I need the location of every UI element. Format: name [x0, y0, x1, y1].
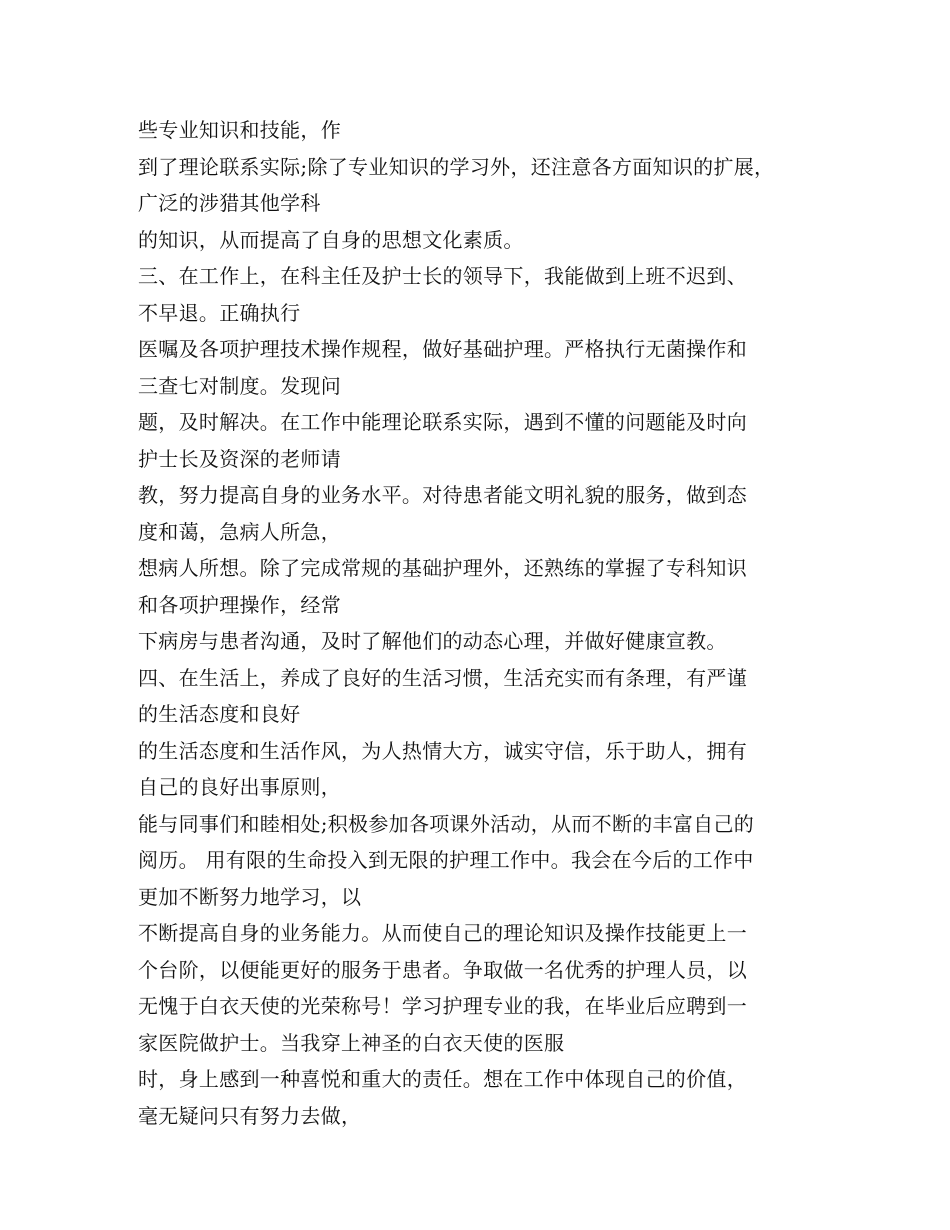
- text-line: 家医院做护士。当我穿上神圣的白衣天使的医服: [138, 1030, 565, 1055]
- text-line: 自己的良好出事原则，: [138, 775, 341, 799]
- text-line: 的知识，从而提高了自身的思想文化素质。: [138, 227, 524, 252]
- text-line: 教，努力提高自身的业务水平。对待患者能文明礼貌的服务，做到态: [138, 483, 747, 507]
- body-text: [138, 112, 828, 1134]
- text-line: 题，及时解决。在工作中能理论联系实际，遇到不懂的问题能及时向: [138, 410, 747, 434]
- text-line: 到了理论联系实际;除了专业知识的学习外，还注意各方面知识的扩展，: [138, 154, 775, 179]
- text-line: 三、在工作上，在科主任及护士长的领导下，我能做到上班不迟到、: [138, 264, 747, 288]
- text-line: 不早退。正确执行: [138, 300, 301, 325]
- text-line: 阅历。 用有限的生命投入到无限的护理工作中。我会在今后的工作中: [138, 848, 754, 872]
- text-line: 下病房与患者沟通，及时了解他们的动态心理，并做好健康宣教。: [138, 629, 727, 653]
- text-line: 度和蔼，急病人所急，: [138, 519, 341, 544]
- text-line: 和各项护理操作，经常: [138, 592, 341, 617]
- text-line: 更加不断努力地学习，以: [138, 884, 362, 909]
- text-line: 医嘱及各项护理技术操作规程，做好基础护理。严格执行无菌操作和: [138, 337, 747, 361]
- text-line: 毫无疑问只有努力去做，: [138, 1103, 362, 1128]
- text-line: 广泛的涉猎其他学科: [138, 191, 321, 215]
- text-line: 四、在生活上，养成了良好的生活习惯，生活充实而有条理，有严谨: [138, 665, 747, 690]
- text-line: 想病人所想。除了完成常规的基础护理外，还熟练的掌握了专科知识: [138, 556, 747, 580]
- text-line: 能与同事们和睦相处;积极参加各项课外活动，从而不断的丰富自己的: [138, 811, 755, 836]
- text-line: 三查七对制度。发现问: [138, 373, 341, 398]
- text-line: 时，身上感到一种喜悦和重大的责任。想在工作中体现自己的价值，: [138, 1067, 747, 1091]
- text-line: 的生活态度和生活作风，为人热情大方，诚实守信，乐于助人，拥有: [138, 738, 747, 763]
- text-line: 个台阶，以便能更好的服务于患者。争取做一名优秀的护理人员，以: [138, 957, 747, 982]
- text-line: 护士长及资深的老师请: [138, 446, 341, 471]
- text-line: 的生活态度和良好: [138, 702, 301, 726]
- text-line: 不断提高自身的业务能力。从而使自己的理论知识及操作技能更上一: [138, 921, 747, 945]
- text-line: 无愧于白衣天使的光荣称号！学习护理专业的我，在毕业后应聘到一: [138, 994, 747, 1018]
- text-line: 些专业知识和技能，作: [138, 118, 341, 142]
